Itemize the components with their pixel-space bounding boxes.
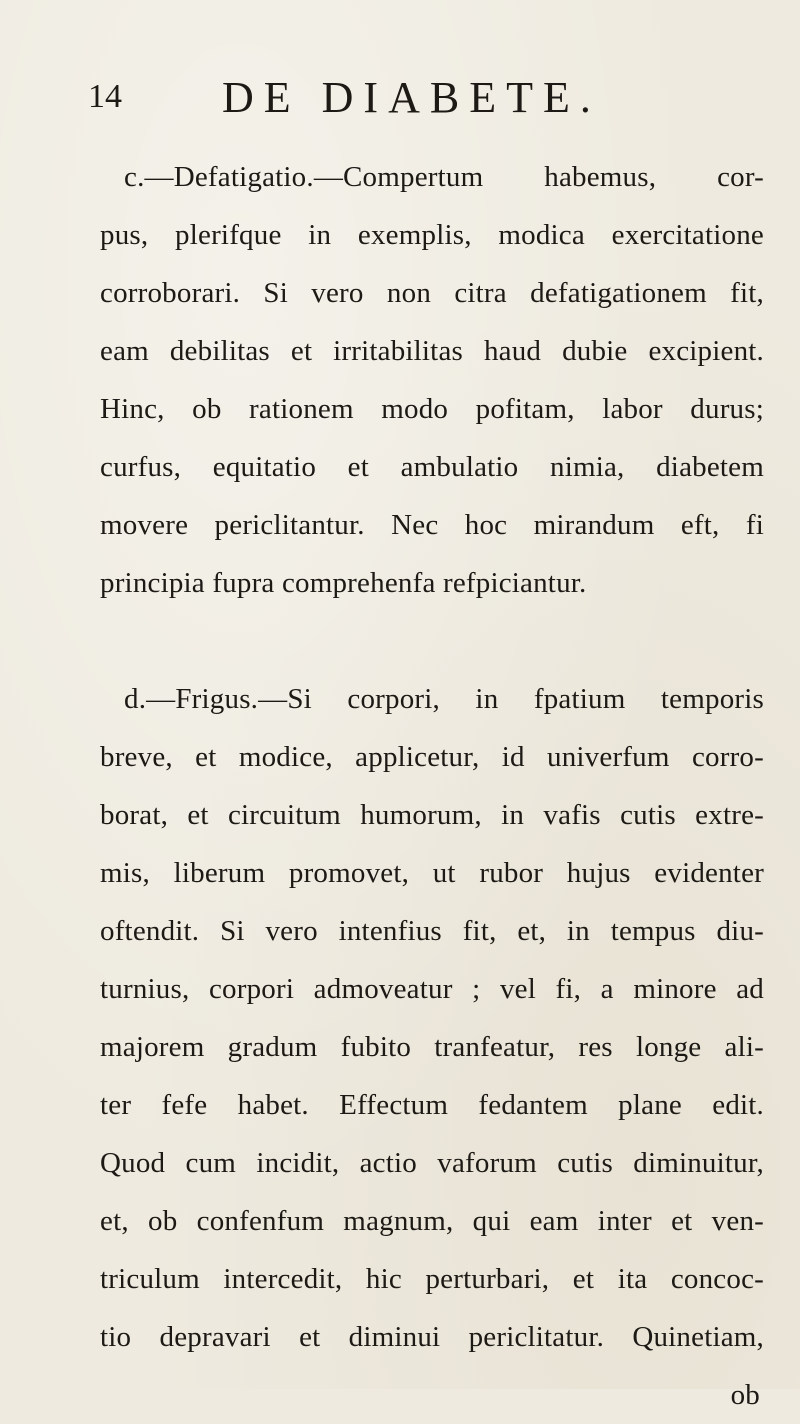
text-line: principia fupra comprehenfa refpiciantur. bbox=[100, 567, 587, 599]
text-line: triculum intercedit, hic perturbari, et ita concoc- bbox=[100, 1263, 764, 1295]
text-line: ter fefe habet. Effectum fedantem plane edit. bbox=[100, 1089, 764, 1121]
body-text bbox=[100, 148, 764, 1424]
text-line: Hinc, ob rationem modo pofitam, labor durus; bbox=[100, 393, 764, 425]
text-line: oftendit. Si vero intenfius fit, et, in tempus diu- bbox=[100, 915, 764, 947]
text-line: majorem gradum fubito tranfeatur, res longe ali- bbox=[100, 1031, 764, 1063]
text-line: pus, plerifque in exemplis, modica exercitatione bbox=[100, 219, 764, 251]
text-line: et, ob confenfum magnum, qui eam inter et ven- bbox=[100, 1205, 764, 1237]
paragraph-frigus bbox=[100, 670, 764, 1366]
text-line: breve, et modice, applicetur, id univerfum corro- bbox=[100, 741, 764, 773]
running-title: DE DIABETE. bbox=[222, 73, 601, 122]
text-line: c.—Defatigatio.—Compertum habemus, cor- bbox=[124, 161, 764, 193]
catchword: ob bbox=[730, 1379, 760, 1411]
text-line: eam debilitas et irritabilitas haud dubie excipient. bbox=[100, 335, 764, 367]
text-line: d.—Frigus.—Si corpori, in fpatium temporis bbox=[124, 683, 764, 715]
text-line: curfus, equitatio et ambulatio nimia, diabetem bbox=[100, 451, 764, 483]
text-line: tio depravari et diminui periclitatur. Quinetiam, bbox=[100, 1321, 764, 1353]
page-number: 14 bbox=[88, 78, 122, 115]
page-header bbox=[0, 70, 800, 130]
text-line: corroborari. Si vero non citra defatigationem fit, bbox=[100, 277, 764, 309]
text-line: Quod cum incidit, actio vaforum cutis diminuitur, bbox=[100, 1147, 764, 1179]
text-line: movere periclitantur. Nec hoc mirandum eft, fi bbox=[100, 509, 764, 541]
text-line: mis, liberum promovet, ut rubor hujus evidenter bbox=[100, 857, 764, 889]
text-line: turnius, corpori admoveatur ; vel fi, a minore ad bbox=[100, 973, 764, 1005]
paragraph-defatigatio bbox=[100, 148, 764, 612]
text-line: borat, et circuitum humorum, in vafis cutis extre- bbox=[100, 799, 764, 831]
paragraph-gap bbox=[100, 612, 764, 670]
